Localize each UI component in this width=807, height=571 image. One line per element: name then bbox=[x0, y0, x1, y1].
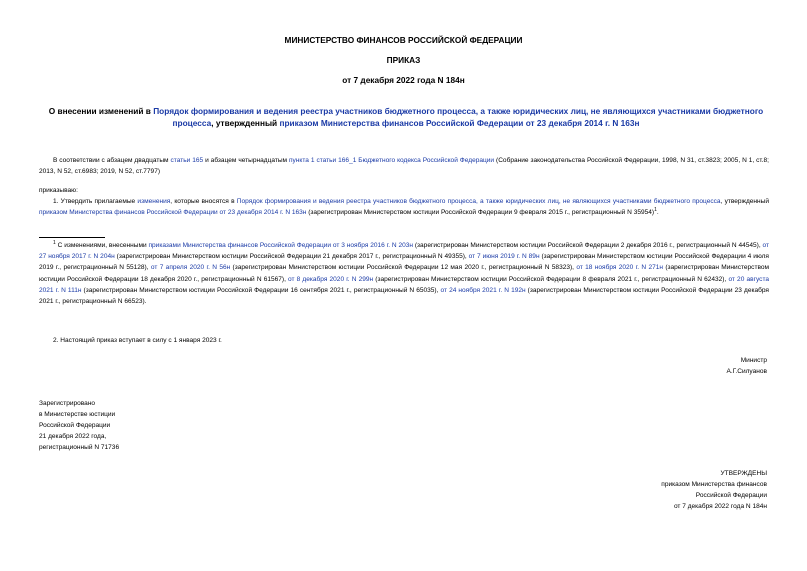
link-procedure[interactable]: Порядок формирования и ведения реестра участников бюджетного процесса, а также юридических лиц, не являющихся участниками бюджетного процесса bbox=[236, 198, 721, 205]
footnote-text-4: (зарегистрирован Министерством юстиции Российской Федерации 4 июля 2019 г., регистрационный N 55128), bbox=[39, 253, 769, 272]
link-order-111n[interactable]: от 20 августа 2021 г. N 111н bbox=[39, 275, 770, 294]
document-type-heading: ПРИКАЗ bbox=[386, 55, 421, 65]
item1-text-1: 1. Утвердить прилагаемые bbox=[53, 198, 138, 205]
footnote-text-7: (зарегистрирован Министерством юстиции Российской Федерации 8 февраля 2021 г., регистрационный N 62432), bbox=[373, 275, 729, 283]
registration-line-4: 21 декабря 2022 года, bbox=[39, 433, 107, 440]
link-order-192n[interactable]: от 24 ноября 2021 г. N 192н bbox=[440, 286, 526, 294]
approval-block bbox=[661, 468, 767, 512]
order-item-2: 2. Настоящий приказ вступает в силу с 1 января 2023 г. bbox=[53, 337, 222, 344]
footnote-text-3: (зарегистрирован Министерством юстиции Российской Федерации 21 декабря 2017 г., регистрационный N 49355), bbox=[114, 253, 469, 261]
approval-line-4: от 7 декабря 2022 года N 184н bbox=[673, 503, 767, 510]
link-order-299n[interactable]: от 8 декабря 2020 г. N 299н bbox=[288, 275, 374, 283]
footnote-reference-mark[interactable]: 1 bbox=[654, 207, 657, 214]
footnote-text-6: (зарегистрирован Министерством юстиции Российской Федерации 18 декабря 2020 г., регистрационный N 61567), bbox=[39, 264, 769, 283]
ministry-heading: МИНИСТЕРСТВО ФИНАНСОВ РОССИЙСКОЙ ФЕДЕРАЦИИ bbox=[284, 35, 523, 45]
registration-line-2: в Министерстве юстиции bbox=[39, 411, 116, 418]
item1-text-5: . bbox=[656, 209, 659, 217]
signatory-name: А.Г.Силуанов bbox=[726, 368, 767, 375]
footnote-text-2: (зарегистрирован Министерством юстиции Российской Федерации 2 декабря 2016 г., регистрационный N 44545), bbox=[413, 242, 763, 249]
orders-word: приказываю: bbox=[39, 187, 78, 194]
item1-text-2: , которые вносятся в bbox=[170, 198, 237, 205]
order-item-1 bbox=[39, 196, 769, 218]
title-middle: , утвержденный bbox=[211, 118, 280, 128]
footnote-text-1: С изменениями, внесенными bbox=[55, 242, 149, 249]
footnote-text-8: (зарегистрирован Министерством юстиции Российской Федерации 16 сентября 2021 г., регистрационный N 65035), bbox=[81, 286, 441, 294]
basis-text-2: и абзацем четырнадцатым bbox=[203, 157, 289, 164]
basis-text-1: В соответствии с абзацем двадцатым bbox=[53, 157, 171, 164]
footnote-separator bbox=[39, 237, 105, 238]
footnote-text-5: (зарегистрирован Министерством юстиции Российской Федерации 12 мая 2020 г., регистрационный N 58323), bbox=[230, 264, 577, 272]
link-order-203n[interactable]: приказами Министерства финансов Российской Федерации от 3 ноября 2016 г. N 203н bbox=[148, 242, 414, 249]
approval-line-3: Российской Федерации bbox=[695, 492, 767, 499]
title-link-order-163n[interactable]: приказом Министерства финансов Российской Федерации от 23 декабря 2014 г. N 163н bbox=[279, 118, 640, 128]
registration-line-1: Зарегистрировано bbox=[39, 400, 96, 407]
link-article-166-1[interactable]: пункта 1 статьи 166_1 Бюджетного кодекса Российской Федерации bbox=[288, 157, 495, 164]
title-link-procedure[interactable]: Порядок формирования и ведения реестра участников бюджетного процесса, а также юридических лиц, не являющихся участниками бюджетного процесса bbox=[153, 106, 764, 128]
footnote-mark: 1 bbox=[53, 239, 56, 246]
signatory-position: Министр bbox=[740, 357, 767, 364]
basis-text-3: (Собрание законодательства Российской Федерации, 1998, N 31, ст.3823; 2005, N 1, ст.8; 2013, N 52, ст.6983; 2019, N 52, ст.7797) bbox=[39, 157, 769, 176]
item1-text-3: , утвержденный bbox=[720, 198, 770, 205]
registration-line-3: Российской Федерации bbox=[39, 422, 111, 429]
footnote-text-9: (зарегистрирован Министерством юстиции Российской Федерации 23 декабря 2021 г., регистрационный N 66523). bbox=[39, 286, 769, 306]
title-prefix: О внесении изменений в bbox=[48, 106, 154, 116]
signature-block bbox=[726, 355, 767, 377]
link-order-56n[interactable]: от 7 апреля 2020 г. N 56н bbox=[150, 264, 231, 272]
approval-line-2: приказом Министерства финансов bbox=[661, 481, 767, 488]
approval-line-1: УТВЕРЖДЕНЫ bbox=[720, 470, 767, 477]
link-order-163n[interactable]: приказом Министерства финансов Российской Федерации от 23 декабря 2014 г. N 163н bbox=[39, 209, 307, 217]
footnote-paragraph bbox=[39, 240, 769, 307]
document-date-heading: от 7 декабря 2022 года N 184н bbox=[342, 75, 465, 85]
registration-block bbox=[39, 398, 119, 453]
link-order-89n[interactable]: от 7 июня 2019 г. N 89н bbox=[468, 253, 540, 261]
link-order-271n[interactable]: от 18 ноября 2020 г. N 271н bbox=[576, 264, 663, 272]
link-article-165[interactable]: статьи 165 bbox=[170, 157, 204, 164]
registration-line-5: регистрационный N 71736 bbox=[39, 444, 120, 451]
item1-text-4: (зарегистрирован Министерством юстиции Российской Федерации 9 февраля 2015 г., регистрационный N 35954) bbox=[306, 209, 655, 217]
link-order-204n[interactable]: от 27 ноября 2017 г. N 204н bbox=[39, 242, 769, 261]
legal-basis-paragraph bbox=[39, 155, 769, 177]
document-title bbox=[40, 105, 772, 129]
link-changes[interactable]: изменения bbox=[137, 198, 171, 205]
